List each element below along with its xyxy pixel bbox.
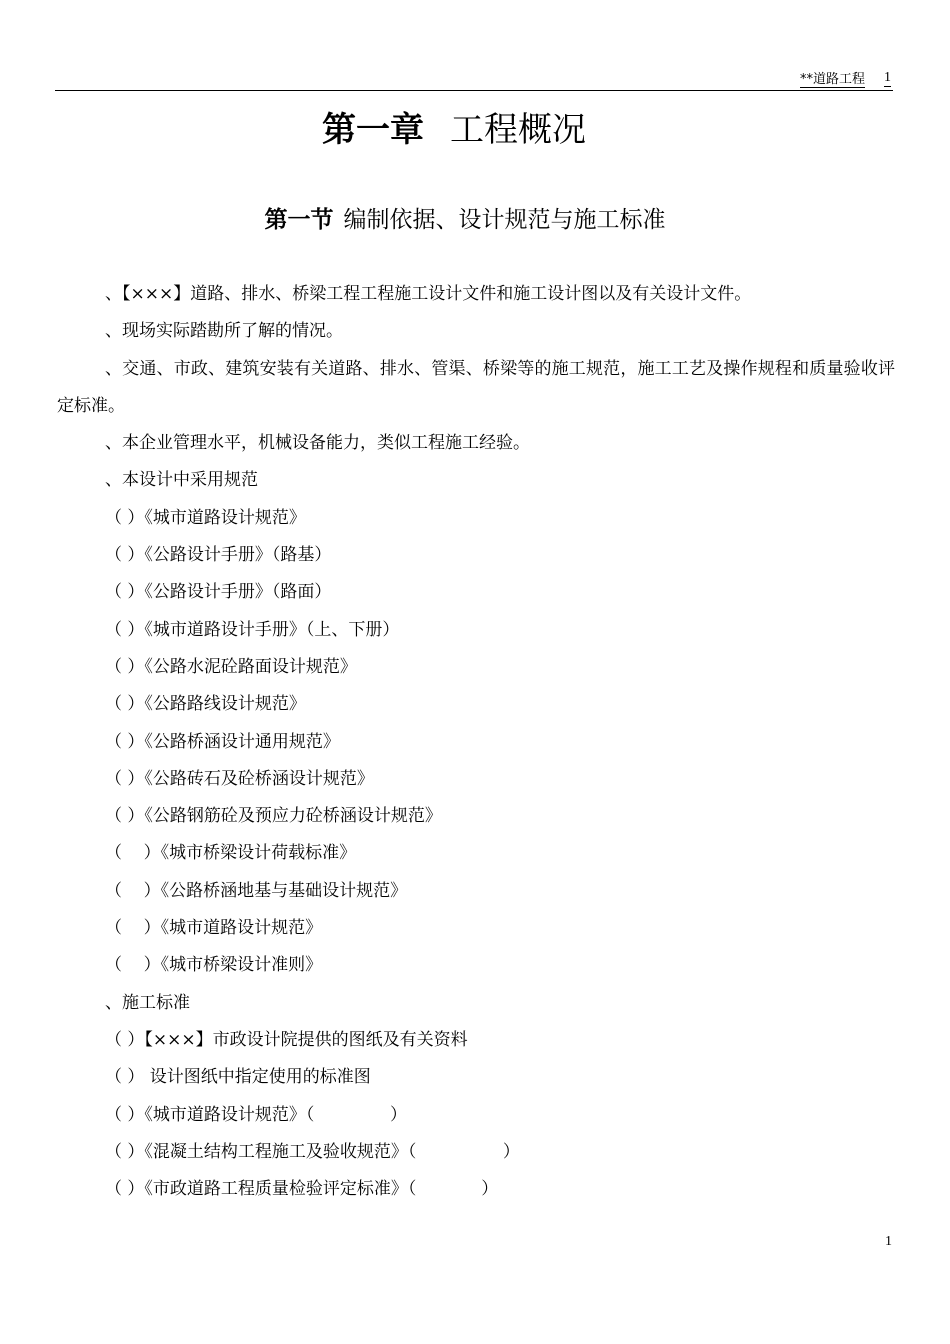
paragraph: 、本设计中采用规范 [105,470,258,491]
paragraph: 、【×××】道路、排水、桥梁工程工程施工设计文件和施工设计图以及有关设计文件。 [105,284,752,304]
section-title [0,204,930,236]
paragraph: 、现场实际踏勘所了解的情况。 [105,321,343,342]
header-page-number: 1 [884,70,891,85]
list-item: （ ）《公路设计手册》（路面） [105,582,332,603]
section-name: 编制依据、设计规范与施工标准 [343,207,666,233]
chapter-number: 第一章 [322,110,424,150]
chapter-title [0,108,908,152]
list-item: （ ）《公路设计手册》（路基） [105,545,332,566]
list-item: （ ） 设计图纸中指定使用的标准图 [105,1067,371,1088]
section-number: 第一节 [264,207,334,233]
list-item: （ ）【×××】市政设计院提供的图纸及有关资料 [105,1029,468,1050]
list-item: （ ）《公路水泥砼路面设计规范》 [105,656,357,677]
footer-page-number: 1 [885,1234,892,1249]
paragraph: 、本企业管理水平，机械设备能力，类似工程施工经验。 [105,433,530,454]
document-body [57,276,895,1208]
list-item: （ ）《市政道路工程质量检验评定标准》（ ） [105,1179,499,1200]
list-item: （ ）《城市桥梁设计荷载标准》 [105,843,357,864]
list-item: （ ）《公路桥涵设计通用规范》 [105,731,340,752]
list-item: （ ）《公路路线设计规范》 [105,694,306,715]
list-item: （ ）《公路桥涵地基与基础设计规范》 [105,880,408,901]
list-item: （ ）《混凝土结构工程施工及验收规范》（ ） [105,1141,520,1162]
list-item: （ ）《城市道路设计规范》 [105,918,323,939]
paragraph: 、施工标准 [105,992,190,1013]
list-item: （ ）《城市道路设计手册》（上、下册） [105,619,400,640]
chapter-name: 工程概况 [450,110,586,150]
list-item: （ ）《城市道路设计规范》 [105,507,306,528]
header-title: **道路工程 [799,72,865,87]
list-item: （ ）《城市桥梁设计准则》 [105,955,323,976]
list-item: （ ）《公路钢筋砼及预应力砼桥涵设计规范》 [105,806,442,827]
list-item: （ ）《城市道路设计规范》（ ） [105,1104,408,1125]
paragraph: 、交通、市政、建筑安装有关道路、排水、管渠、桥梁等的施工规范，施工工艺及操作规程和质量验收评定标准。 [57,358,895,416]
list-item: （ ）《公路砖石及砼桥涵设计规范》 [105,768,374,789]
page-header [55,68,893,91]
